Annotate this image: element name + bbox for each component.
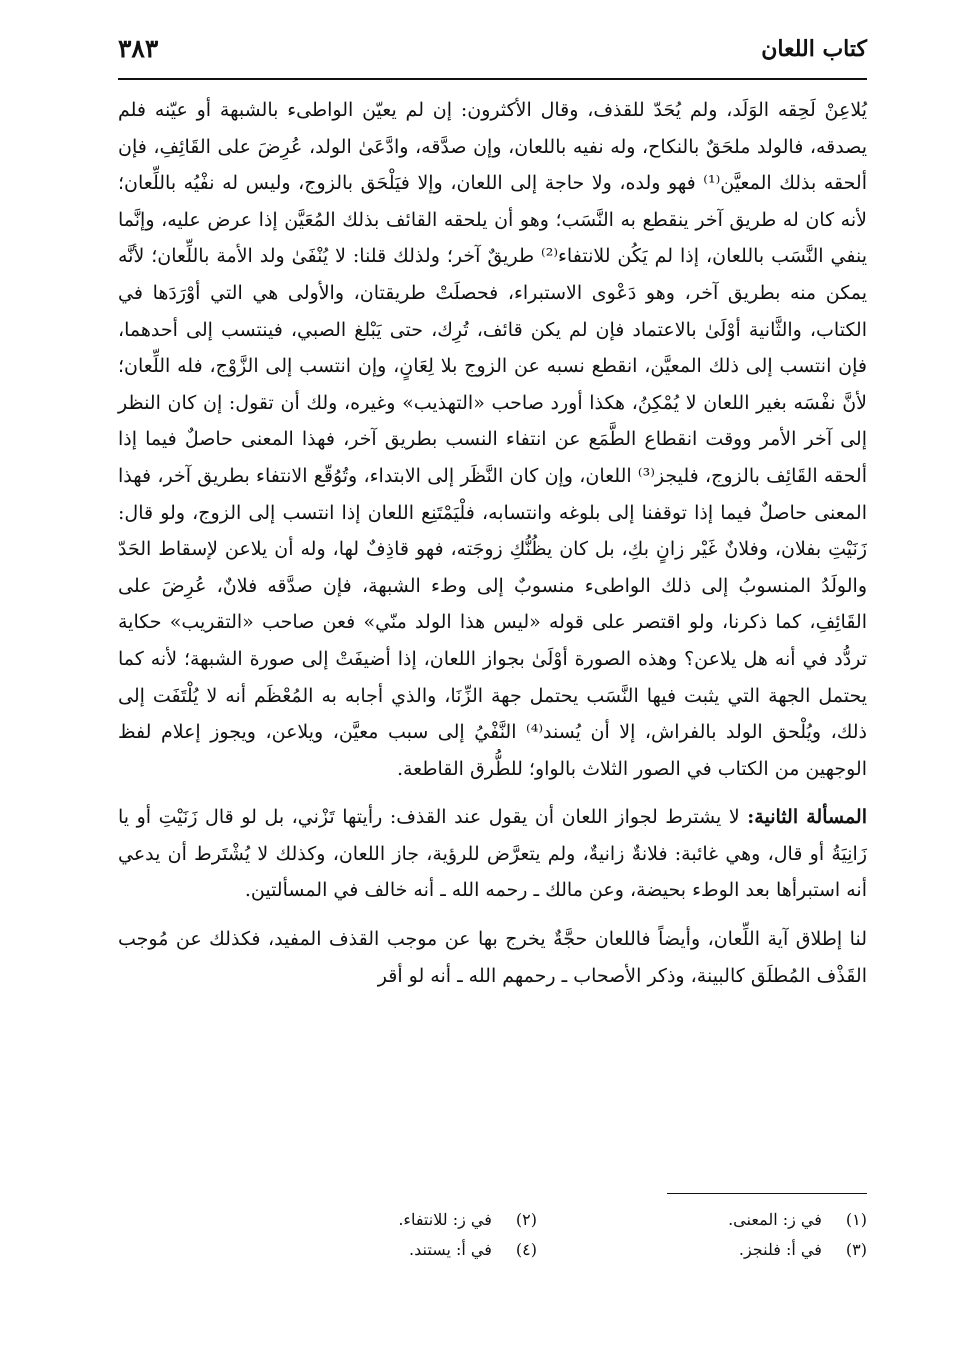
footnote-row	[107, 1235, 867, 1265]
page-number: ٣٨٣	[118, 34, 159, 63]
paragraph-text: لنا إطلاق آية اللِّعان، وأيضاً فاللعان حجَّةٌ يخرج بها عن موجب القذف المفيد، فكذلك عن مُوجب القَذْف المُطلَق كالبينة، وذكر الأصحاب ـ رحمهم الله ـ أنه لو أقر	[118, 928, 867, 987]
footnote-text: في أ: يستند.	[409, 1240, 492, 1259]
header-rule	[118, 78, 867, 80]
footnote-number: (١)	[845, 1210, 867, 1229]
footnote-text: في ز: للانتفاء.	[398, 1210, 492, 1229]
paragraph	[118, 921, 867, 994]
footnote-number: (٣)	[845, 1240, 867, 1259]
running-title: كتاب اللعان	[761, 36, 867, 62]
footnote	[207, 1235, 537, 1265]
footnote	[207, 1205, 537, 1235]
footnote-row	[107, 1205, 867, 1235]
footnote-text: في ز: المعنى.	[728, 1210, 822, 1229]
paragraph-text: يُلاعِنْ لَحِقه الوَلَد، ولم يُحَدّ للقذف، وقال الأكثرون: إن لم يعيّن الواطىء بالشبهة أو عيّنه فلم يصدقه، فالولد ملحَقٌ بالنكاح، وله نفيه باللعان، وإن صدَّقه، وادَّعَىٰ الولد، عُرِضَ على القَائِفِ، فإن ألحقه بذلك المعيَّن⁽¹⁾ فهو ولده، ولا حاجة إلى اللعان، وإلا فيَلْحَق بالزوج، وليس له نفْيُه باللِّعان؛ لأنه كان له طريق آخر ينقطع به النَّسَب؛ وهو أن يلحقه القائف بذلك المُعَيَّن إذا عرض عليه، وإنَّما ينفي النَّسَب باللعان، إذا لم يَكُن للانتفاء⁽²⁾ طريقٌ آخر؛ ولذلك قلنا: لا يُنْفَىٰ ولد الأمة باللِّعان؛ لأنَّه يمكن منه بطريق آخر، وهو دَعْوى الاستبراء، فحصلَتْ طريقتان، والأولى هي التي أوْرَدَها في الكتاب، والثَّانية أوْلَىٰ بالاعتماد فإن لم يكن قائف، تُرِك، حتى يَبْلغ الصبي، فينتسب إلى أحدهما، فإن انتسب إلى ذلك المعيَّن، انقطع نسبه عن الزوج بلا لِعَانٍ، وإن انتسب إلى الزَّوْج، فله اللِّعان؛ لأنَّ نفْسَه بغير اللعان لا يُمْكِنُ، هكذا أورد صاحب «التهذيب» وغيره، ولك أن تقول: إن كان النظر إلى آخر الأمر ووقت انقطاع الطَّمَع عن انتفاء النسب بطريق آخر، فهذا المعنى حاصلٌ فيما إذا ألحقه القَائِف بالزوج، فليجز⁽³⁾ اللعان، وإن كان النَّظَر إلى الابتداء، وتُوُقّع الانتفاء بطريق آخر، فهذا المعنى حاصلٌ فيما إذا توقفنا إلى بلوغه وانتسابه، فلْيَمْتَنِع اللعان إذا انتسب إلى الزوج، ولو قال: زَنَيْتِ بفلان، وفلانٌ غَيْر زانٍ بكِ، بل كان يظُنُّكِ زوجَته، فهو قاذِفٌ لها، وله أن يلاعن لإسقاط الحَدّ والولَدُ المنسوبُ إلى ذلك الواطىء منسوبٌ إلى وطء الشبهة، فإن صدَّقه فلانٌ، عُرِضَ على القَائِفِ، كما ذكرنا، ولو اقتصر على قوله «ليس هذا الولد منّي» فعن صاحب «التقريب» حكاية تردُّد في أنه هل يلاعن؟ وهذه الصورة أوْلَىٰ بجواز اللعان، إذا أضيفَتْ إلى صورة الشبهة؛ لأنه كما يحتمل الجهة التي يثبت فيها النَّسَب يحتمل جهة الزِّنَا، والذي أجابه به المُعْظَم أنه لا يُلْتَفَت إلى ذلك، ويُلْحق الولد بالفراش، إلا أن يُسند⁽⁴⁾ النَّفْيُ إلى سبب معيَّن، ويلاعن، ويجوز إعلام لفظ الوجهين من الكتاب في الصور الثلاث بالواو؛ للطُّرق القاطعة.	[118, 99, 867, 780]
page-header	[118, 30, 867, 80]
body-text	[118, 92, 867, 994]
footnote-number: (٢)	[515, 1210, 537, 1229]
paragraph	[118, 799, 867, 909]
paragraph	[118, 92, 867, 787]
paragraph-text: لا يشترط لجواز اللعان أن يقول عند القذف: رأيتها تَزْني، بل لو قال زَنَيْتِ أو يا زَانِيَةُ أو قال، وهي غائبة: فلانةٌ زانيةٌ، ولم يتعرَّض للرؤية، جاز اللعان، وكذلك لا يُشْتَرط أن يدعي أنه استبرأها بعد الوطء بحيضة، وعن مالك ـ رحمه الله ـ أنه خالف في المسألتين.	[118, 806, 867, 902]
paragraph-heading: المسألة الثانية:	[747, 806, 867, 829]
footnote-number: (٤)	[515, 1240, 537, 1259]
footnote	[537, 1235, 867, 1265]
footnote-text: في أ: فلنجز.	[738, 1240, 822, 1259]
footnote	[537, 1205, 867, 1235]
footnotes	[107, 1205, 867, 1265]
footnote-rule	[667, 1193, 867, 1194]
